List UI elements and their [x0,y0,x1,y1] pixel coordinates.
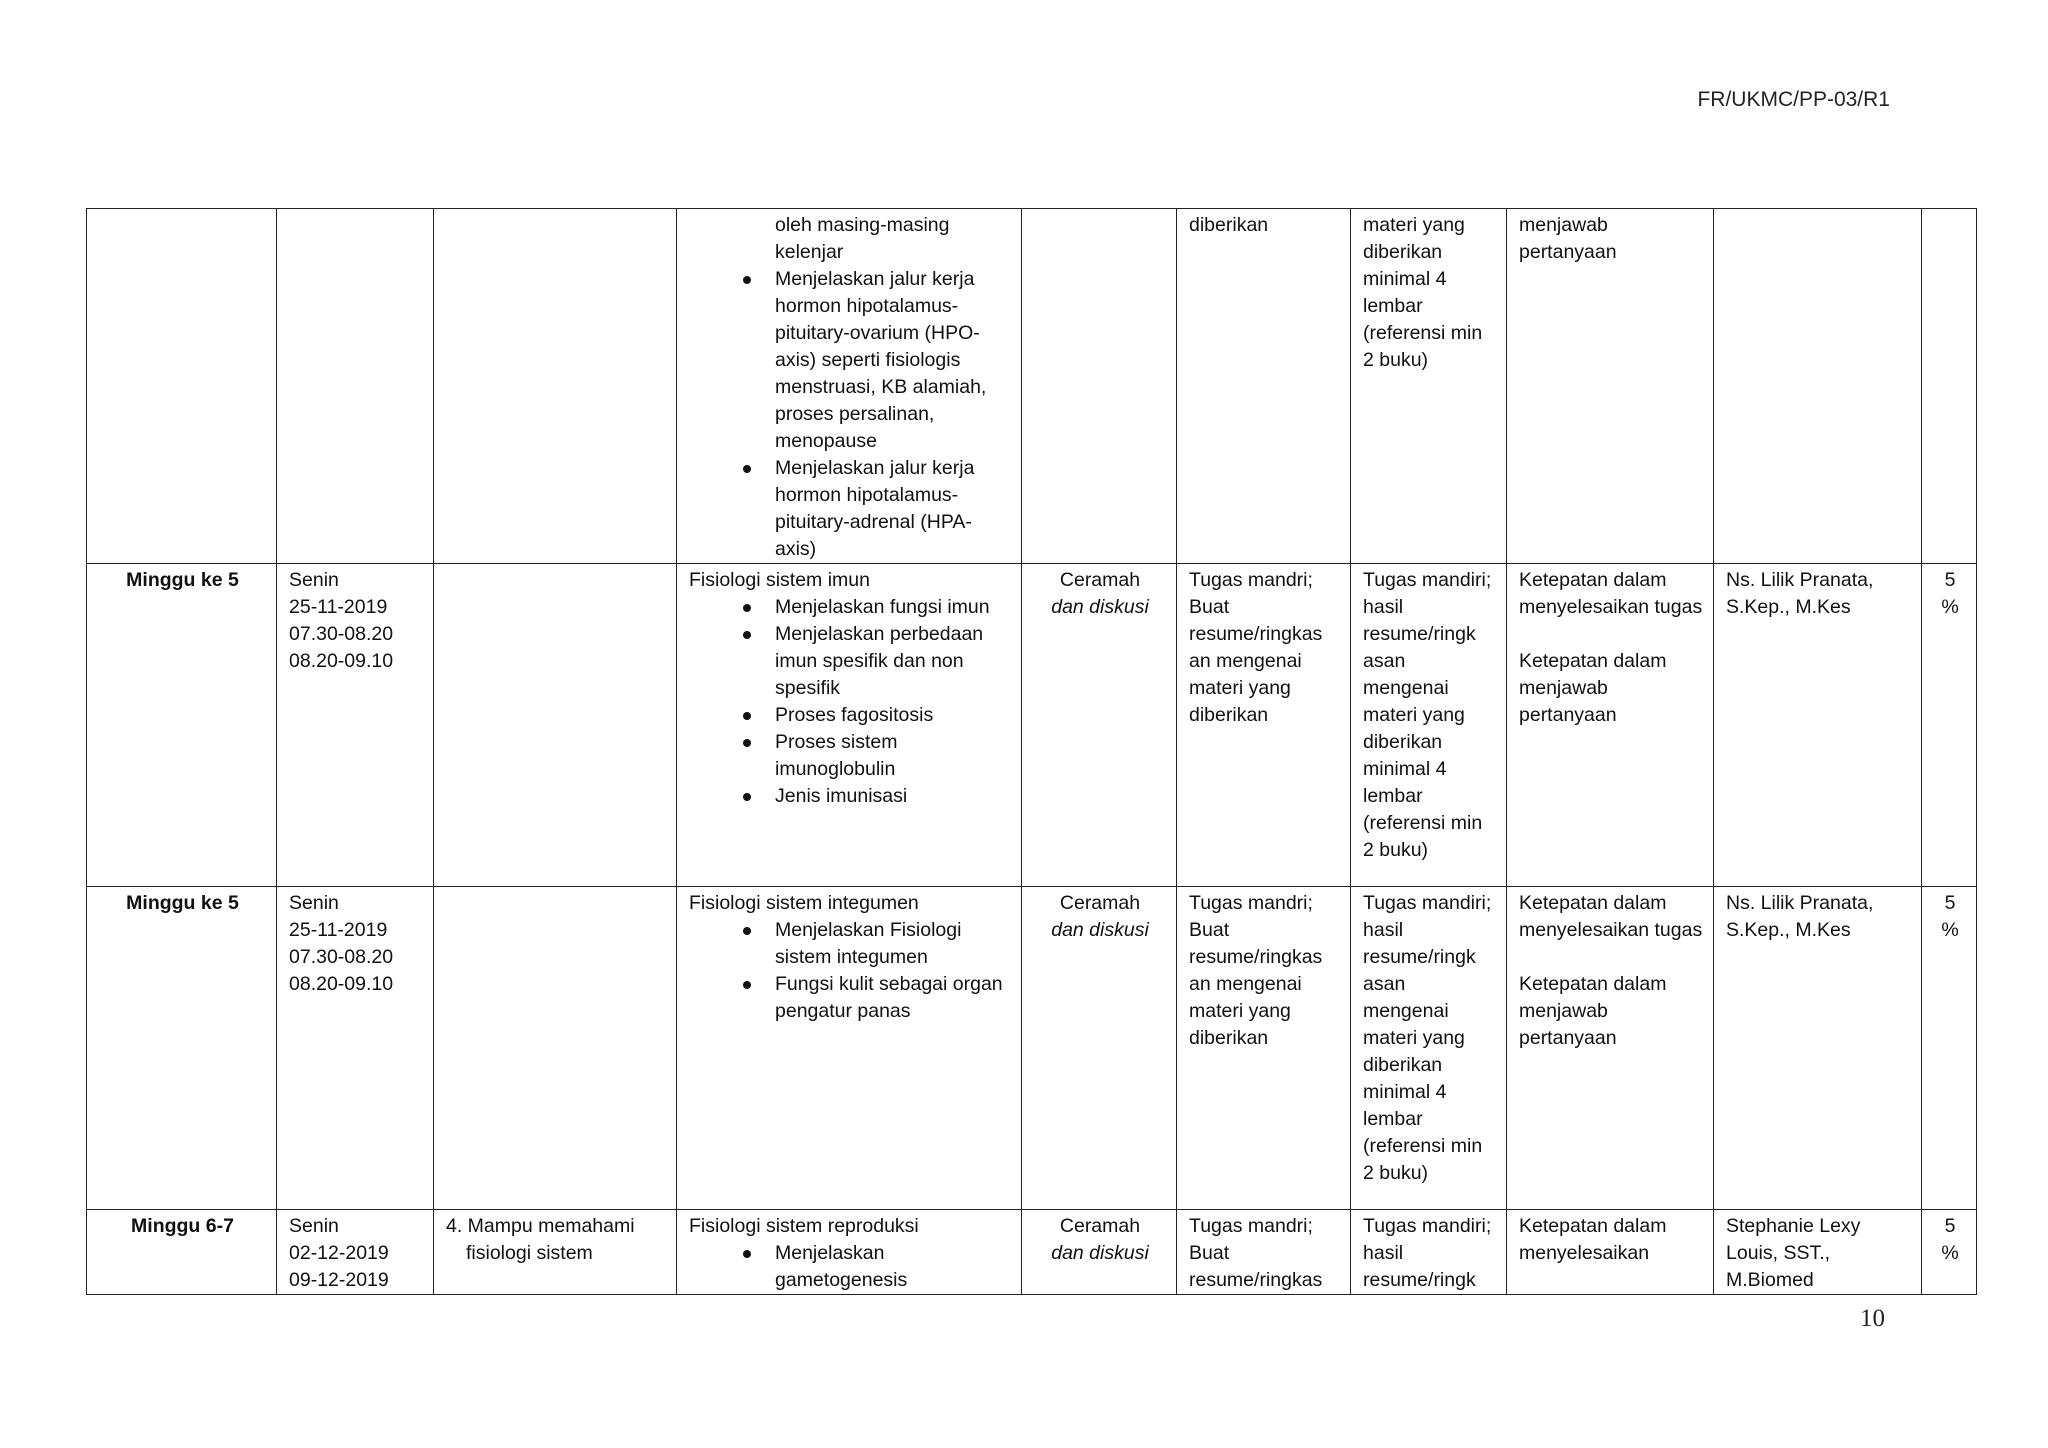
lecturer-cell [1714,887,1922,1210]
task-text: Tugas mandri; Buat resume/ringkas an mengenai materi yang diberikan [1189,569,1323,726]
learning-outcome-cell [434,1210,677,1295]
assessment-text: Tugas mandiri; hasil resume/ringk asan mengenai materi yang diberikan minimal 4 lembar (referensi min 2 buku) [1363,569,1492,861]
page-number: 10 [1860,1305,1885,1332]
learning-outcome-text: 4. Mampu memahami fisiologi sistem [446,1215,635,1264]
week-cell [87,564,277,887]
criteria-text: Ketepatan dalam menyelesaikan [1519,1215,1667,1264]
table-row [87,564,1977,887]
task-cell [1177,887,1351,1210]
weight-value: 5 % [1941,1215,1959,1264]
date-line: 09-12-2019 [289,1269,389,1291]
lecturer-name: Ns. Lilik Pranata, S.Kep., M.Kes [1726,892,1874,941]
learning-outcome-cell [434,564,677,887]
date-cell [277,887,434,1210]
method-line: dan diskusi [1051,919,1149,941]
lecturer-cell [1714,1210,1922,1295]
week-label: Minggu ke 5 [126,892,239,914]
assessment-text: Tugas mandiri; hasil resume/ringk asan mengenai materi yang diberikan minimal 4 lembar (referensi min 2 buku) [1363,892,1492,1184]
learning-outcome-cell [434,209,677,564]
learning-outcome-cell [434,887,677,1210]
task-cell [1177,1210,1351,1295]
topic-points [689,1240,1011,1294]
topic-title: Fisiologi sistem reproduksi [689,1215,919,1237]
assessment-cell [1351,564,1507,887]
assessment-cell [1351,887,1507,1210]
weight-cell [1922,1210,1977,1295]
criteria-text: Ketepatan dalam menyelesaikan tugas [1519,569,1703,618]
criteria-cell [1507,564,1714,887]
date-line: 08.20-09.10 [289,973,394,995]
topic-title: Fisiologi sistem imun [689,569,870,591]
date-line: Senin [289,892,339,914]
topic-point: Menjelaskan jalur kerja hormon hipotalamus-pituitary-adrenal (HPA-axis) [775,455,1011,563]
lecturer-cell [1714,209,1922,564]
assessment-text: Tugas mandiri; hasil resume/ringk [1363,1215,1492,1291]
date-line: 07.30-08.20 [289,623,394,645]
criteria-text: Ketepatan dalam menjawab pertanyaan [1519,973,1667,1049]
topic-points [689,917,1011,1025]
weight-cell [1922,887,1977,1210]
topic-cell [677,1210,1022,1295]
topic-point: Menjelaskan jalur kerja hormon hipotalamus-pituitary-ovarium (HPO-axis) seperti fisiologis menstruasi, KB alamiah, proses persalinan, menopause [775,266,1011,455]
topic-point: Menjelaskan fungsi imun [775,594,1011,621]
method-cell [1022,209,1177,564]
topic-cell [677,564,1022,887]
topic-point: oleh masing-masing kelenjar [775,214,950,263]
topic-point: Proses fagositosis [775,702,1011,729]
method-line: Ceramah [1059,892,1141,914]
task-text: diberikan [1189,214,1269,236]
date-line: Senin [289,569,339,591]
date-line: Senin [289,1215,339,1237]
lecturer-name: Stephanie Lexy Louis, SST., M.Biomed [1726,1215,1861,1291]
weight-value: 5 % [1941,892,1959,941]
criteria-text: Ketepatan dalam menjawab pertanyaan [1519,650,1667,726]
criteria-text: Ketepatan dalam menyelesaikan tugas [1519,892,1703,941]
date-line: 25-11-2019 [289,596,388,618]
table-row [87,887,1977,1210]
method-line: dan diskusi [1051,1242,1149,1264]
topic-point: Menjelaskan gametogenesis [775,1240,1011,1294]
weight-cell [1922,209,1977,564]
date-line: 25-11-2019 [289,919,388,941]
method-cell [1022,564,1177,887]
date-line: 07.30-08.20 [289,946,394,968]
weight-value: 5 % [1941,569,1959,618]
lecturer-name: Ns. Lilik Pranata, S.Kep., M.Kes [1726,569,1874,618]
topic-points [689,594,1011,810]
table-row [87,1210,1977,1295]
topic-point: Menjelaskan perbedaan imun spesifik dan non spesifik [775,621,1011,702]
method-line: Ceramah [1059,1215,1141,1237]
week-cell [87,887,277,1210]
task-cell [1177,209,1351,564]
criteria-gap [1519,621,1703,648]
method-cell [1022,887,1177,1210]
document-code: FR/UKMC/PP-03/R1 [1697,88,1890,111]
date-cell [277,209,434,564]
course-plan-table [86,208,1977,1295]
task-text: Tugas mandri; Buat resume/ringkas [1189,1215,1323,1291]
task-text: Tugas mandri; Buat resume/ringkas an mengenai materi yang diberikan [1189,892,1323,1049]
topic-title: Fisiologi sistem integumen [689,892,919,914]
date-cell [277,564,434,887]
method-cell [1022,1210,1177,1295]
criteria-cell [1507,1210,1714,1295]
topic-point: Menjelaskan Fisiologi sistem integumen [775,917,1011,971]
assessment-text: materi yang diberikan minimal 4 lembar (referensi min 2 buku) [1363,214,1483,371]
date-line: 08.20-09.10 [289,650,394,672]
topic-point: Fungsi kulit sebagai organ pengatur panas [775,971,1011,1025]
criteria-cell [1507,209,1714,564]
week-label: Minggu ke 5 [126,569,239,591]
week-cell [87,209,277,564]
table-body [87,209,1977,1295]
criteria-text: menjawab pertanyaan [1519,214,1617,263]
lecturer-cell [1714,564,1922,887]
date-line: 02-12-2019 [289,1242,389,1264]
topic-cell [677,209,1022,564]
week-label: Minggu 6-7 [131,1215,234,1237]
task-cell [1177,564,1351,887]
criteria-cell [1507,887,1714,1210]
criteria-gap [1519,944,1703,971]
assessment-cell [1351,1210,1507,1295]
week-cell [87,1210,277,1295]
method-line: dan diskusi [1051,596,1149,618]
topic-points [689,212,1011,563]
assessment-cell [1351,209,1507,564]
table-row [87,209,1977,564]
topic-point: Proses sistem imunoglobulin [775,729,1011,783]
topic-cell [677,887,1022,1210]
method-line: Ceramah [1059,569,1141,591]
weight-cell [1922,564,1977,887]
date-cell [277,1210,434,1295]
topic-point: Jenis imunisasi [775,783,1011,810]
